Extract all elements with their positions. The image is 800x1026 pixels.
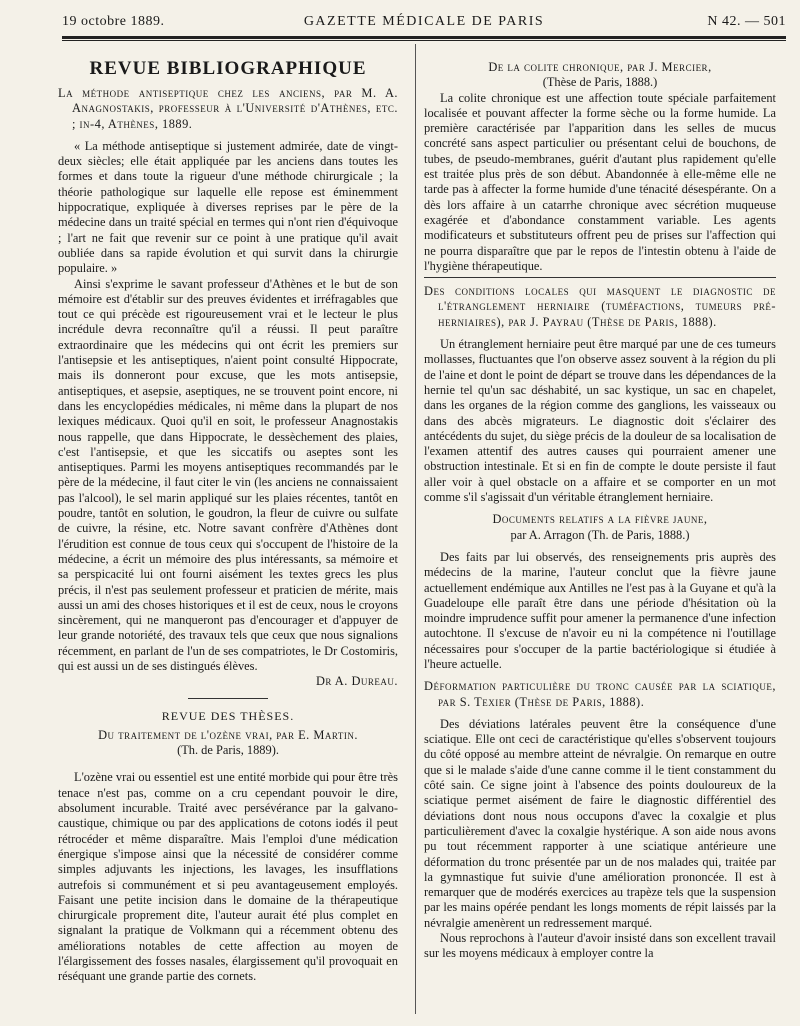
signature: Dr A. Dureau. <box>315 674 398 689</box>
section-heading-theses: REVUE DES THÈSES. <box>161 708 295 723</box>
these-body: Un étranglement herniaire peut être marqué par une de ces tumeurs mollasses, fluctuantes que l'on observe assez souvent à la région du pli de l'aine et dont le point de départ se trouve dans les dépendances de la hernie tel qu'un sac déshabité, un sac kystique, un sac en chapelet, dans les organes de la région comme des ganglions, les vaisseaux ou dans des abcès migrateurs. Le diagnostic doit s'éclairer des antécédents du sujet, du siège précis de la douleur de sa localisation de l'examen attentif des autres causes qui pourraient amener une obstruction intestinale. Et si en fin de compte le doute persiste il faut aller voir à quel obstacle on a affaire et se comporter en un mot comme s'il s'agissait d'un véritable étranglement herniaire. <box>424 337 776 505</box>
these-title: De la colite chronique, par J. Mercier, <box>488 60 712 74</box>
these-body: Des faits par lui observés, des renseignements pris auprès des médecins de la marine, l'auteur conclut que la fièvre jaune actuellement endémique aux Antilles ne l'est pas à la Guyane et qu'à la Guadeloupe elle paraît être dans une période d'hésitation où la moindre imprudence suffit pour amener la permanence d'une infection autochtone. Il s'excuse de n'avoir eu ni la compétence ni l'outillage nécessaires pour s'occuper de la partie bactériologique si étudiée à l'heure actuelle. <box>424 549 776 671</box>
review-paragraph: Ainsi s'exprime le savant professeur d'Athènes et le but de son mémoire est d'établir sur des preuves évidentes et irréfragables que tout ce qui précède est rigoureusement vrai et le lecteur le plus incrédule devra reconnaître qu'il a réussi. Il peut paraître extraordinaire que les médecins qui ont écrit les premiers sur l'antisepsie et les antiseptiques, n'aient point consulté Hippocrate, mais ils donneront pour excuse, que les mots antisepsie, antiseptiques, et asepsie, aseptiques, ne se trouvent point encore, ni dans les encyclopédies médicales, ni même dans la plupart de nos lexiques médicaux. Quoi qu'il en soit, le professeur Anagnostakis nous rappelle, que dans Hippocrate, le dessèchement des plaies, c'est l'antisepsie, et que les siccatifs ou aseptes sont les antiseptiques. Parmi les moyens antiseptiques recommandés par le père de la médecine, il faut citer le vin (les anciens ne connaissaient pas l'alcool), le sel marin appliqué sur les plaies récentes, tantôt en poudre, tantôt en solution, le goudron, la fleur de cuivre ou sulfate de cuivre, la résine, etc. Notre savant confrère d'Athènes dont l'érudition est connue de tous ceux qui s'occupent de l'histoire de la médecine, a écrit un mémoire des plus intéressants, sa mémoire et sa perspicacité lui ont fourni aisément les textes grecs les plus précis, il n'est pas seulement professeur et praticien de mérite, mais aussi un ami des choses historiques et il est de ceux, nous le croyons sincèrement, qui ne manqueront pas d'encourager et d'appuyer de leur grande notoriété, des travaux tels que ceux que nous signalions récemment, en parlant de l'un de ses compatriotes, le Dr Costomiris, qui est aussi un de ses distingués élèves. <box>58 276 398 673</box>
these-subtitle: (Th. de Paris, 1889). <box>177 743 279 758</box>
page-number: N 42. — 501 <box>707 14 786 29</box>
quote-paragraph: « La méthode antiseptique si justement admirée, date de vingt-deux siècles; elle était appliquée par les anciens dans toutes les formes et dans toute la rigueur d'une méthode chirurgicale ; la théorie pathologique sur laquelle elle repose est éminemment hippocratique, expliquée à diverses reprises par le père de la médecine dans un traité spécial en termes qui n'ont rien d'équivoque ; l'art ne fait que revenir sur ce point à une pratique qu'il avait oubliée dans sa rapide évolution et qui survit dans la chirurgie populaire. » <box>58 138 398 276</box>
these-subtitle: par A. Arragon (Th. de Paris, 1888.) <box>510 527 690 542</box>
these-body-continued: Nous reprochons à l'auteur d'avoir insisté dans son excellent travail sur les moyens médicaux à employer contre la <box>424 931 776 961</box>
these-body: L'ozène vrai ou essentiel est une entité morbide qui pour être très tenace n'est pas, comme on a cru cependant pouvoir le dire, absolument incurable. Traité avec persévérance par la galvano-caustique, chimique ou par des applications de cotons iodés il peut rétrocéder et même disparaître. Mais l'emploi d'une médication énergique s'impose ainsi que la nécessité de considérer comme simples adjuvants les injections, les lavages, les insufflations autrefois si communément et si peu avantageusement employés. Faisant une petite incision dans le domaine de la thérapeutique chirurgicale proprement dite, l'auteur aurait été plus complet en signalant la pratique de Volkmann qui a récemment obtenu des améliorations notables de cette affection au moyen de l'élargissement des fosses nasales, élargissement qu'il provoquait en réséquant une grande partie des cornets. <box>58 770 398 984</box>
left-column <box>58 58 398 1018</box>
header-rule <box>62 36 786 41</box>
these-title: Des conditions locales qui masquent le diagnostic de l'étranglement herniaire (tuméfactions, tumeurs pré-herniaires), par J. Payrau (Thèse de Paris, 1888). <box>424 284 776 329</box>
section-heading: REVUE BIBLIOGRAPHIQUE <box>89 58 367 79</box>
these-title: Du traitement de l'ozène vrai, par E. Martin. <box>98 727 358 742</box>
book-title: La méthode antiseptique chez les anciens, par M. A. Anagnostakis, professeur à l'Université d'Athènes, etc. ; in-4, Athènes, 1889. <box>58 86 398 131</box>
these-title: Déformation particulière du tronc causée par la sciatique, par S. Texier (Thèse de Paris, 1888). <box>424 679 776 709</box>
these-subtitle: (Thèse de Paris, 1888.) <box>542 75 658 90</box>
page-header <box>62 12 786 34</box>
issue-date: 19 octobre 1889. <box>62 14 165 29</box>
these-title: Documents relatifs a la fièvre jaune, <box>492 512 708 527</box>
these-body: Des déviations latérales peuvent être la conséquence d'une sciatique. Elle ont ceci de caractéristique qu'elles s'observent toujours du côté opposé au membre atteint de névralgie. On remarque en outre que si le malade s'aide d'une canne comme il le tient constamment du côté sain. Ce signe joint à l'absence des points douloureux de la sciatique permet aisément de faire le diagnostic différentiel des déviations dont nous nous occupons d'avec la coxalgie et plus particulièrement d'avec la coxalgie hystérique. A son aide nous avons pu tout récemment rapporter à une sciatique antérieure une déformation du tronc présentée par un de nos malades qui, traitée par la gymnastique fut suivie d'une amélioration prononcée. Il est à remarquer que de modérés exercices au trapèze tels que la suspension par les mains opérée pendant les longs moments de répit laissés par la névralgie amenèrent un redressement marqué. <box>424 716 776 930</box>
right-column <box>424 60 776 1020</box>
column-divider <box>415 44 416 1014</box>
journal-title: GAZETTE MÉDICALE DE PARIS <box>303 14 545 29</box>
article-rule <box>424 277 776 278</box>
these-body: La colite chronique est une affection toute spéciale parfaitement localisée et pouvant affecter la forme sèche ou la forme humide. La première caractérisée par l'apparition dans les selles de mucus concrété sans aspect particulier ou présentant celui de bouchons, de tubes, de pseudo-membranes, guérit d'autant plus rapidement qu'elle est traitée plus près de son début. Abandonnée à elle-même elle ne tarde pas à affecter la forme humide d'une ténacité désespérante. On a dès lors affaire à un catarrhe chronique avec sécrétion muqueuse exagérée et d'abondance constamment variable. Les agents modificateurs et substituteurs offrent peu de prises sur l'affection qui ne pourra disparaître que par le repos de l'intestin obtenu à l'aide de l'hygiène thérapeutique. <box>424 90 776 273</box>
short-rule <box>188 698 268 699</box>
